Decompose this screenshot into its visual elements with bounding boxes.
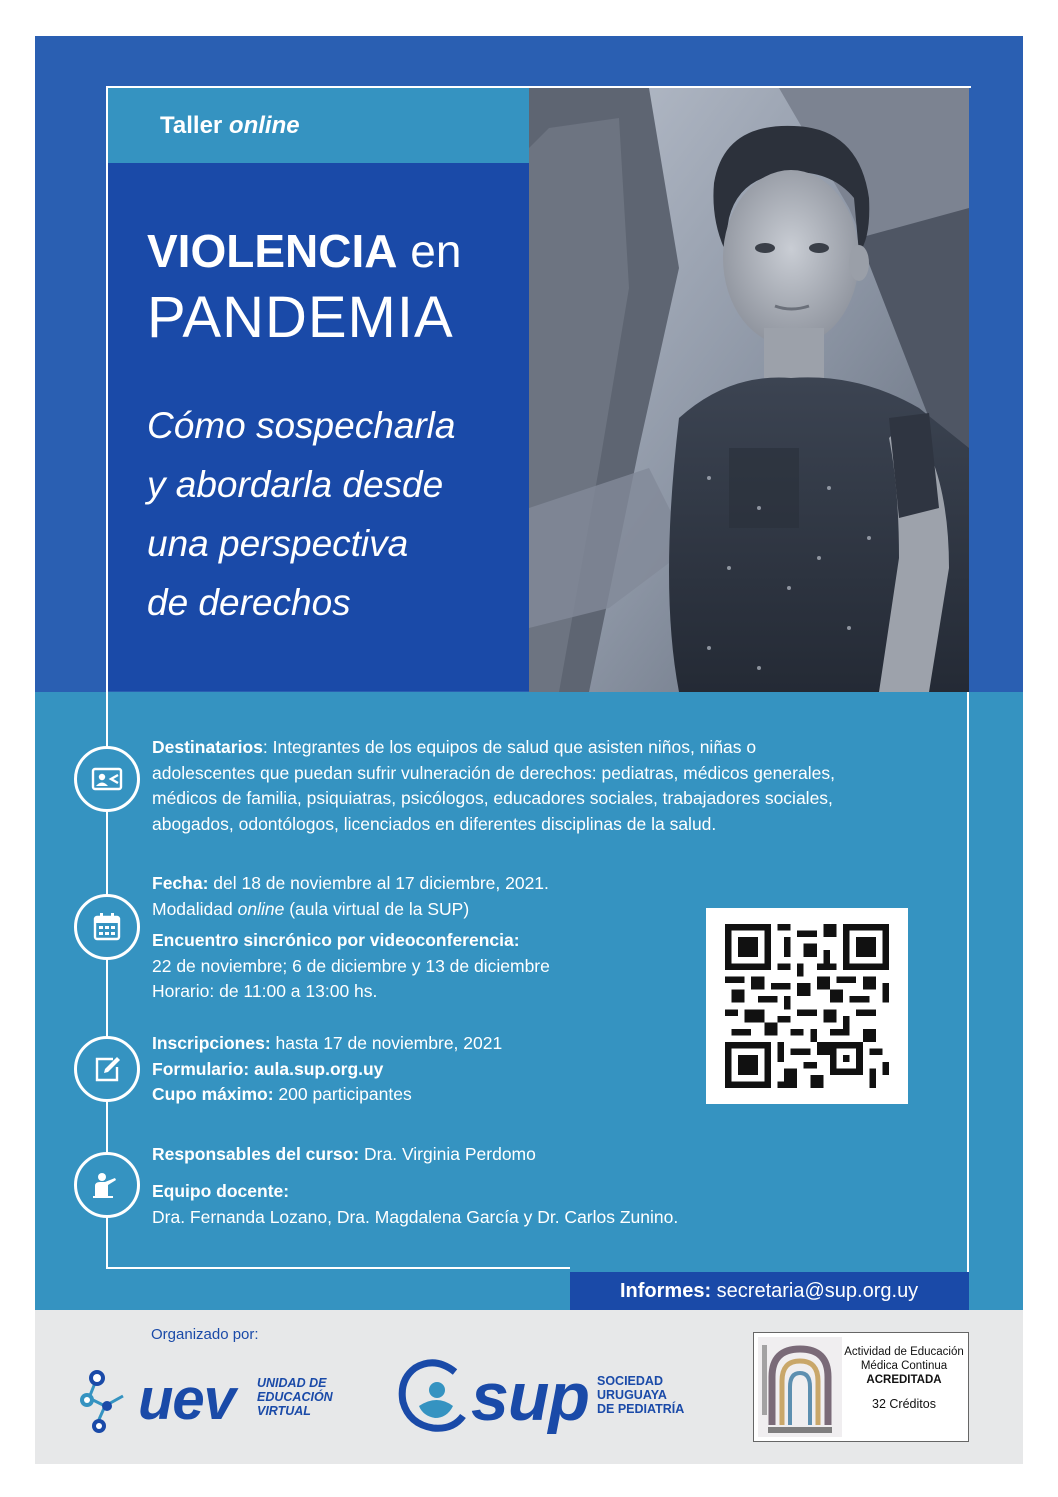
informes-label: Informes: — [620, 1280, 712, 1302]
uev-sub-line: UNIDAD DE — [257, 1376, 327, 1390]
responsables-block — [152, 1142, 678, 1231]
sup-sub-line: URUGUAYA — [597, 1388, 667, 1402]
frame-bottom-line — [106, 1267, 570, 1269]
boy-photo — [529, 88, 969, 692]
modalidad-pre: Modalidad — [152, 898, 238, 919]
encuentro-dates: 22 de noviembre; 6 de diciembre y 13 de diciembre — [152, 955, 550, 976]
subtitle-line: una perspectiva — [147, 523, 409, 564]
uev-sub-line: EDUCACIÓN — [257, 1390, 333, 1404]
accred-line: Médica Continua — [860, 1360, 948, 1372]
subtitle — [147, 396, 517, 632]
inscripciones-block — [152, 1031, 502, 1108]
cupo-label: Cupo máximo: — [152, 1084, 274, 1104]
destinatarios-line: médicos de familia, psiquiatras, psicólogos, educadores sociales, trabajadores sociales, — [152, 788, 833, 808]
fecha-block — [152, 871, 550, 1005]
title-line-1 — [147, 224, 461, 278]
title-line-2: PANDEMIA — [147, 285, 454, 350]
inscripciones-line — [152, 1031, 502, 1057]
subtitle-line: y abordarla desde — [147, 464, 444, 505]
teacher-icon — [91, 1169, 123, 1201]
accreditation-seal-icon — [758, 1337, 842, 1437]
uev-logo-text: uev — [138, 1367, 235, 1432]
uev-subtitle — [257, 1376, 333, 1418]
fecha-label: Fecha: — [152, 873, 209, 893]
poster — [35, 36, 1023, 1464]
inscripciones-icon-circle — [74, 1036, 140, 1102]
informes-email[interactable]: secretaria@sup.org.uy — [711, 1280, 919, 1302]
informes-bar — [570, 1272, 969, 1310]
modalidad-emph: online — [237, 898, 285, 919]
destinatarios-line-1 — [152, 735, 835, 761]
destinatarios-line: adolescentes que puedan sufrir vulneración de derechos: pediatras, médicos generales, — [152, 762, 835, 783]
sup-subtitle — [597, 1374, 684, 1416]
responsables-label: Responsables del curso: — [152, 1144, 360, 1164]
destinatarios-line: abogados, odontólogos, licenciados en diferentes disciplinas de la salud. — [152, 813, 717, 834]
horario: Horario: de 11:00 a 13:00 hs. — [152, 981, 378, 1001]
kicker-word: Taller — [160, 112, 223, 139]
accreditation-box — [753, 1332, 969, 1442]
equipo-value: Dra. Fernanda Lozano, Dra. Magdalena García y Dr. Carlos Zunino. — [152, 1207, 679, 1227]
accred-status: ACREDITADA — [866, 1374, 942, 1386]
sup-logo-icon — [397, 1356, 473, 1432]
encuentro-label — [152, 928, 550, 954]
sup-logo-text: sup — [471, 1359, 589, 1435]
destinatarios-icon-circle — [74, 746, 140, 812]
responsables-icon-circle — [74, 1152, 140, 1218]
inscripciones-label: Inscripciones: — [152, 1033, 271, 1053]
contact-card-icon — [91, 763, 123, 795]
destinatarios-text: : Integrantes de los equipos de salud que asisten niños, niñas o — [262, 737, 757, 757]
edit-form-icon — [91, 1053, 123, 1085]
responsables-value: Dra. Virginia Perdomo — [359, 1144, 536, 1164]
kicker-emph: online — [228, 112, 300, 139]
subtitle-line: de derechos — [147, 582, 351, 623]
destinatarios-block — [152, 735, 835, 837]
equipo-label-text: Equipo docente: — [152, 1180, 290, 1201]
inscripciones-value: hasta 17 de noviembre, 2021 — [270, 1033, 503, 1053]
fecha-line — [152, 871, 550, 897]
encuentro-label-text: Encuentro sincrónico por videoconferencia: — [152, 930, 520, 950]
title-tail: en — [410, 225, 462, 277]
equipo-label — [152, 1179, 678, 1205]
formulario-line — [152, 1057, 502, 1083]
formulario-link[interactable]: Formulario: aula.sup.org.uy — [152, 1058, 384, 1079]
responsables-line — [152, 1142, 678, 1168]
uev-sub-line: VIRTUAL — [257, 1404, 311, 1418]
title-strong: VIOLENCIA — [147, 225, 398, 277]
cupo-line — [152, 1082, 502, 1108]
uev-logo-icon — [77, 1366, 139, 1436]
cupo-value: 200 participantes — [273, 1084, 412, 1104]
sup-sub-line: SOCIEDAD — [597, 1374, 663, 1388]
fecha-value: del 18 de noviembre al 17 diciembre, 2021. — [208, 873, 549, 893]
qr-code[interactable] — [706, 908, 908, 1104]
qr-code-icon — [722, 924, 892, 1088]
calendar-icon — [91, 911, 123, 943]
accred-line: Actividad de Educación — [844, 1346, 964, 1358]
accreditation-text — [842, 1345, 966, 1411]
fecha-icon-circle — [74, 894, 140, 960]
subtitle-line: Cómo sospecharla — [147, 405, 456, 446]
sup-sub-line: DE PEDIATRÍA — [597, 1402, 685, 1416]
modalidad-line — [152, 897, 550, 923]
destinatarios-label: Destinatarios — [152, 737, 263, 757]
kicker — [160, 112, 300, 140]
organizado-label: Organizado por: — [151, 1326, 259, 1343]
accred-credits: 32 Créditos — [872, 1397, 936, 1411]
modalidad-post: (aula virtual de la SUP) — [284, 898, 470, 919]
